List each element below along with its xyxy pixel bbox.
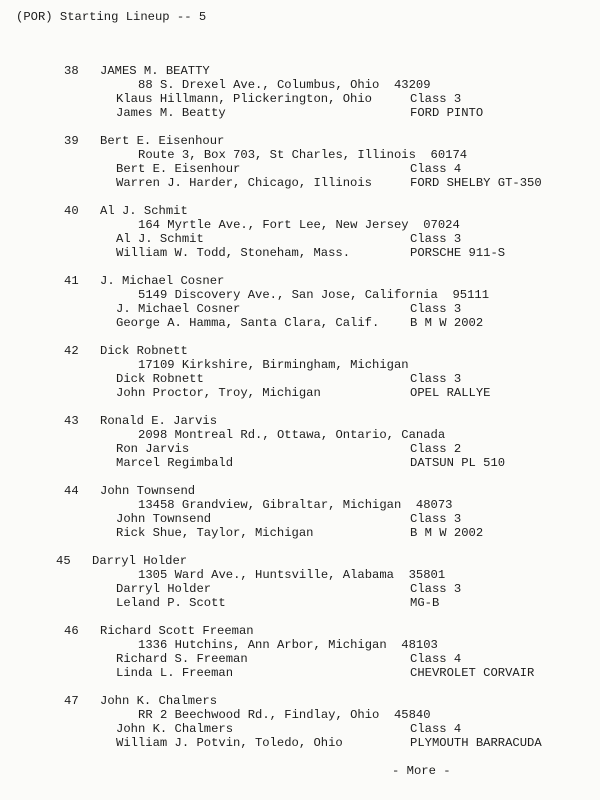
car-class: Class 4 — [410, 162, 462, 176]
page-header: (POR) Starting Lineup -- 5 — [16, 10, 207, 24]
car-model: DATSUN PL 510 — [410, 456, 506, 470]
entrant-address: Route 3, Box 703, St Charles, Illinois 60174 — [138, 148, 468, 162]
more-indicator: - More - — [392, 764, 451, 778]
entry-number: 46 — [64, 624, 79, 638]
entry-number: 39 — [64, 134, 79, 148]
entrant-name: John K. Chalmers — [100, 694, 218, 708]
car-model: OPEL RALLYE — [410, 386, 491, 400]
entry-number: 43 — [64, 414, 79, 428]
lineup-entry — [0, 134, 600, 204]
entrant-name: Ronald E. Jarvis — [100, 414, 218, 428]
car-class: Class 4 — [410, 652, 462, 666]
car-model: CHEVROLET CORVAIR — [410, 666, 535, 680]
entry-number: 41 — [64, 274, 79, 288]
driver-2: Marcel Regimbald — [116, 456, 234, 470]
driver-2: James M. Beatty — [116, 106, 226, 120]
driver-2: George A. Hamma, Santa Clara, Calif. — [116, 316, 380, 330]
entrant-address: 1305 Ward Ave., Huntsville, Alabama 35801 — [138, 568, 446, 582]
entrant-name: JAMES M. BEATTY — [100, 64, 210, 78]
driver-1: Al J. Schmit — [116, 232, 204, 246]
car-model: B M W 2002 — [410, 526, 484, 540]
driver-1: Ron Jarvis — [116, 442, 190, 456]
driver-1: Bert E. Eisenhour — [116, 162, 241, 176]
entry-number: 38 — [64, 64, 79, 78]
entry-number: 44 — [64, 484, 79, 498]
lineup-entry — [0, 274, 600, 344]
car-model: PORSCHE 911-S — [410, 246, 506, 260]
driver-2: Warren J. Harder, Chicago, Illinois — [116, 176, 372, 190]
car-class: Class 2 — [410, 442, 462, 456]
entrant-address: 164 Myrtle Ave., Fort Lee, New Jersey 07024 — [138, 218, 460, 232]
driver-1: Darryl Holder — [116, 582, 212, 596]
entrant-name: Darryl Holder — [92, 554, 188, 568]
entrant-name: Dick Robnett — [100, 344, 188, 358]
driver-1: John K. Chalmers — [116, 722, 234, 736]
car-model: B M W 2002 — [410, 316, 484, 330]
car-class: Class 3 — [410, 92, 462, 106]
driver-1: Dick Robnett — [116, 372, 204, 386]
entrant-name: Al J. Schmit — [100, 204, 188, 218]
driver-2: John Proctor, Troy, Michigan — [116, 386, 321, 400]
driver-1: John Townsend — [116, 512, 212, 526]
lineup-entry — [0, 694, 600, 764]
entrant-address: 17109 Kirkshire, Birmingham, Michigan — [138, 358, 409, 372]
lineup-entry — [0, 484, 600, 554]
entrant-address: 2098 Montreal Rd., Ottawa, Ontario, Canada — [138, 428, 446, 442]
driver-2: Rick Shue, Taylor, Michigan — [116, 526, 314, 540]
entrant-address: 1336 Hutchins, Ann Arbor, Michigan 48103 — [138, 638, 438, 652]
car-class: Class 3 — [410, 232, 462, 246]
car-class: Class 3 — [410, 372, 462, 386]
car-model: FORD SHELBY GT-350 — [410, 176, 542, 190]
driver-1: Klaus Hillmann, Plickerington, Ohio — [116, 92, 372, 106]
entry-number: 45 — [56, 554, 71, 568]
entry-number: 47 — [64, 694, 79, 708]
lineup-list — [0, 64, 600, 764]
entrant-name: John Townsend — [100, 484, 196, 498]
car-class: Class 3 — [410, 582, 462, 596]
entrant-name: J. Michael Cosner — [100, 274, 225, 288]
lineup-entry — [0, 64, 600, 134]
driver-1: Richard S. Freeman — [116, 652, 248, 666]
car-class: Class 3 — [410, 302, 462, 316]
car-model: FORD PINTO — [410, 106, 484, 120]
entrant-address: 5149 Discovery Ave., San Jose, California 95111 — [138, 288, 490, 302]
lineup-entry — [0, 344, 600, 414]
entry-number: 42 — [64, 344, 79, 358]
entrant-name: Richard Scott Freeman — [100, 624, 254, 638]
lineup-entry — [0, 204, 600, 274]
driver-2: William W. Todd, Stoneham, Mass. — [116, 246, 351, 260]
lineup-entry — [0, 414, 600, 484]
entrant-address: 88 S. Drexel Ave., Columbus, Ohio 43209 — [138, 78, 431, 92]
lineup-entry — [0, 554, 600, 624]
car-model: MG-B — [410, 596, 440, 610]
driver-1: J. Michael Cosner — [116, 302, 241, 316]
car-class: Class 4 — [410, 722, 462, 736]
entrant-address: RR 2 Beechwood Rd., Findlay, Ohio 45840 — [138, 708, 431, 722]
entry-number: 40 — [64, 204, 79, 218]
driver-2: Linda L. Freeman — [116, 666, 234, 680]
driver-2: William J. Potvin, Toledo, Ohio — [116, 736, 343, 750]
car-class: Class 3 — [410, 512, 462, 526]
driver-2: Leland P. Scott — [116, 596, 226, 610]
entrant-address: 13458 Grandview, Gibraltar, Michigan 48073 — [138, 498, 453, 512]
lineup-entry — [0, 624, 600, 694]
car-model: PLYMOUTH BARRACUDA — [410, 736, 542, 750]
entrant-name: Bert E. Eisenhour — [100, 134, 225, 148]
